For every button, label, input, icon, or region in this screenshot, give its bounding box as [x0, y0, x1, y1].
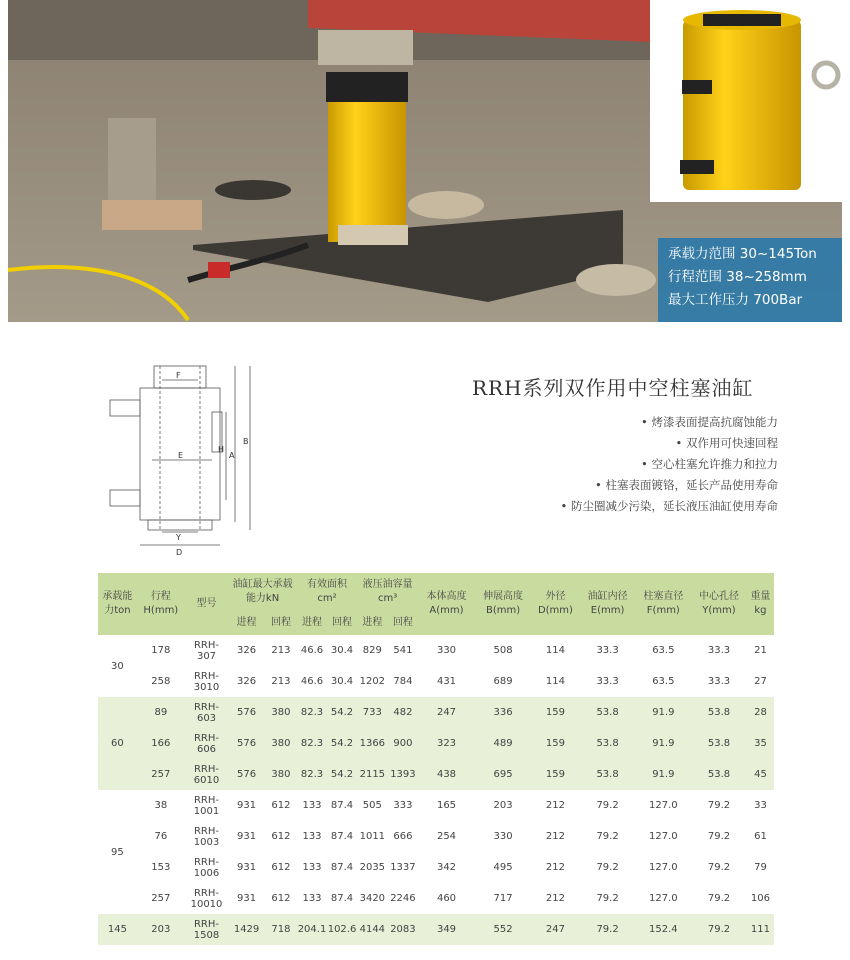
table-cell: 33.3: [707, 676, 731, 687]
table-cell: 336: [475, 697, 532, 728]
table-cell: 63.5: [652, 676, 675, 687]
table-cell: 349: [418, 914, 475, 945]
table-cell: 380: [265, 697, 297, 728]
sub-advance: 进程: [357, 611, 388, 635]
capacity-cell: 95: [111, 846, 124, 858]
feature-item: • 防尘圈减少污染，延长液压油缸使用寿命: [561, 496, 778, 517]
table-cell: 82.3: [297, 759, 327, 790]
table-cell: 82.3: [297, 697, 327, 728]
spec-table-body: [98, 635, 774, 945]
table-cell: 35: [747, 728, 774, 759]
table-cell: 1337: [390, 862, 416, 873]
table-cell: 106: [750, 893, 770, 904]
table-cell: 159: [531, 728, 579, 759]
spec-capacity-range: 承载力范围 30~145Ton: [668, 246, 817, 262]
table-cell: 87.4: [330, 800, 354, 811]
capacity-cell: 145: [98, 914, 137, 945]
table-cell: 212: [545, 800, 565, 811]
table-cell: 79.2: [596, 893, 619, 904]
table-cell: 38: [154, 800, 168, 811]
label-e: E: [178, 451, 184, 460]
table-cell: 53.8: [580, 697, 636, 728]
table-cell: 1366: [357, 728, 388, 759]
table-cell: 127.0: [649, 893, 678, 904]
table-cell: 87.4: [330, 831, 354, 842]
table-cell: 829: [362, 645, 382, 656]
table-cell: 689: [493, 676, 513, 687]
table-cell: 63.5: [652, 645, 675, 656]
col-outer: 外径D(mm): [531, 573, 579, 635]
table-cell: RRH-1001: [193, 794, 220, 817]
table-cell: 482: [388, 697, 419, 728]
table-cell: 79.2: [707, 800, 731, 811]
table-cell: 552: [475, 914, 532, 945]
table-cell: 33.3: [707, 645, 731, 656]
table-cell: 91.9: [636, 759, 691, 790]
table-cell: 326: [237, 645, 257, 656]
table-cell: 257: [137, 759, 185, 790]
table-cell: 79.2: [596, 800, 619, 811]
sub-retract: 回程: [388, 611, 419, 635]
table-cell: 380: [265, 759, 297, 790]
table-cell: RRH-307: [193, 639, 220, 662]
table-cell: 159: [531, 759, 579, 790]
col-max-force: 油缸最大承载能力kN: [228, 573, 297, 611]
col-capacity: 承载能力ton: [98, 573, 137, 635]
table-cell: 213: [271, 676, 291, 687]
table-row: [98, 635, 774, 666]
table-cell: 61: [754, 831, 767, 842]
table-cell: 133: [302, 831, 322, 842]
table-cell: 330: [436, 645, 457, 656]
table-cell: 89: [137, 697, 185, 728]
table-cell: 79.2: [707, 862, 731, 873]
table-cell: 76: [154, 831, 168, 842]
feature-item: • 空心柱塞允许推力和拉力: [561, 454, 778, 475]
table-cell: 114: [545, 676, 565, 687]
sub-retract: 回程: [265, 611, 297, 635]
table-cell: 931: [237, 862, 257, 873]
table-row: [98, 666, 774, 697]
col-oil: 液压油容量cm³: [357, 573, 418, 611]
table-cell: 82.3: [297, 728, 327, 759]
table-cell: 495: [493, 862, 513, 873]
feature-item: • 双作用可快速回程: [561, 433, 778, 454]
spec-table: [98, 573, 774, 945]
table-cell: 438: [418, 759, 475, 790]
table-cell: 30.4: [330, 676, 354, 687]
table-cell: 784: [393, 676, 413, 687]
table-cell: 1429: [228, 914, 265, 945]
table-cell: 87.4: [330, 862, 354, 873]
table-cell: 342: [436, 862, 457, 873]
table-cell: 576: [228, 728, 265, 759]
table-cell: 505: [362, 800, 382, 811]
label-d: D: [176, 548, 183, 557]
col-height: 本体高度A(mm): [418, 573, 475, 635]
feature-item: • 烤漆表面提高抗腐蚀能力: [561, 412, 778, 433]
sub-advance: 进程: [228, 611, 265, 635]
table-cell: 28: [747, 697, 774, 728]
table-cell: 203: [137, 914, 185, 945]
table-cell: 133: [302, 893, 322, 904]
table-cell: 133: [302, 862, 322, 873]
table-cell: 612: [271, 893, 291, 904]
table-cell: 33: [754, 800, 767, 811]
label-y: Y: [176, 533, 181, 542]
col-stroke: 行程H(mm): [137, 573, 185, 635]
table-cell: RRH-3010: [193, 670, 220, 693]
col-extended: 伸展高度B(mm): [475, 573, 532, 635]
table-cell: 695: [475, 759, 532, 790]
table-cell: 576: [228, 697, 265, 728]
table-cell: 54.2: [327, 759, 357, 790]
table-cell: 213: [271, 645, 291, 656]
table-cell: 733: [357, 697, 388, 728]
spec-stroke-range: 行程范围 38~258mm: [668, 269, 807, 285]
table-cell: 247: [531, 914, 579, 945]
table-cell: 53.8: [691, 728, 747, 759]
table-cell: 33.3: [596, 645, 619, 656]
table-cell: 178: [151, 645, 171, 656]
table-cell: 1202: [359, 676, 386, 687]
label-h: H: [218, 445, 225, 454]
table-cell: 931: [237, 893, 257, 904]
table-cell: 333: [393, 800, 413, 811]
col-weight: 重量kg: [747, 573, 774, 635]
table-cell: 79.2: [691, 914, 747, 945]
table-cell: 91.9: [636, 697, 691, 728]
table-cell: 431: [436, 676, 457, 687]
table-row: [98, 914, 774, 945]
table-cell: 33.3: [596, 676, 619, 687]
table-cell: 204.1: [297, 914, 327, 945]
table-cell: RRH-606: [185, 728, 228, 759]
table-cell: 46.6: [300, 676, 324, 687]
page-title: RRH系列双作用中空柱塞油缸: [472, 376, 754, 400]
label-b: B: [243, 437, 249, 446]
table-cell: 114: [545, 645, 565, 656]
capacity-cell: 30: [111, 660, 124, 672]
table-cell: 53.8: [580, 759, 636, 790]
table-cell: 326: [237, 676, 257, 687]
table-cell: 212: [545, 831, 565, 842]
table-cell: 612: [271, 831, 291, 842]
col-area: 有效面积cm²: [297, 573, 357, 611]
table-cell: 102.6: [327, 914, 357, 945]
table-cell: 666: [393, 831, 413, 842]
table-cell: 4144: [357, 914, 388, 945]
table-cell: 79.2: [596, 831, 619, 842]
table-cell: 46.6: [300, 645, 324, 656]
label-f: F: [176, 371, 181, 380]
table-cell: 3420: [359, 893, 386, 904]
table-cell: 79.2: [580, 914, 636, 945]
feature-list: [561, 412, 778, 517]
table-cell: 508: [493, 645, 513, 656]
table-cell: 2083: [388, 914, 419, 945]
table-cell: 152.4: [636, 914, 691, 945]
table-cell: 323: [418, 728, 475, 759]
table-cell: RRH-10010: [190, 887, 223, 910]
table-cell: 53.8: [691, 697, 747, 728]
table-cell: 254: [436, 831, 457, 842]
table-cell: 127.0: [649, 831, 678, 842]
table-cell: 203: [493, 800, 513, 811]
table-cell: 53.8: [691, 759, 747, 790]
table-cell: 54.2: [327, 728, 357, 759]
col-center: 中心孔径Y(mm): [691, 573, 747, 635]
table-cell: 27: [754, 676, 767, 687]
table-cell: 45: [747, 759, 774, 790]
table-cell: 127.0: [649, 862, 678, 873]
table-cell: 87.4: [330, 893, 354, 904]
col-model: 型号: [185, 573, 228, 635]
table-cell: 21: [754, 645, 767, 656]
table-cell: 1393: [388, 759, 419, 790]
table-row: [98, 883, 774, 914]
sub-retract: 回程: [327, 611, 357, 635]
table-cell: RRH-1003: [193, 825, 220, 848]
table-row: [98, 728, 774, 759]
label-a: A: [229, 451, 235, 460]
table-cell: RRH-6010: [185, 759, 228, 790]
table-cell: 612: [271, 862, 291, 873]
table-cell: 489: [475, 728, 532, 759]
spec-summary-box: [658, 238, 842, 322]
table-row: [98, 852, 774, 883]
table-cell: 247: [418, 697, 475, 728]
table-cell: 159: [531, 697, 579, 728]
table-cell: 718: [265, 914, 297, 945]
table-cell: 54.2: [327, 697, 357, 728]
table-cell: 53.8: [580, 728, 636, 759]
table-cell: 257: [151, 893, 171, 904]
table-cell: 541: [393, 645, 413, 656]
table-cell: 212: [545, 862, 565, 873]
table-cell: 931: [237, 831, 257, 842]
table-cell: 380: [265, 728, 297, 759]
dimension-drawing: [100, 360, 260, 560]
table-cell: 91.9: [636, 728, 691, 759]
table-cell: 127.0: [649, 800, 678, 811]
table-cell: 1011: [359, 831, 386, 842]
table-row: [98, 697, 774, 728]
col-bore: 油缸内径E(mm): [580, 573, 636, 635]
table-cell: 576: [228, 759, 265, 790]
table-cell: 166: [137, 728, 185, 759]
table-cell: 258: [151, 676, 171, 687]
table-cell: 153: [151, 862, 171, 873]
table-cell: 30.4: [330, 645, 354, 656]
table-cell: 2035: [359, 862, 386, 873]
table-cell: 900: [388, 728, 419, 759]
table-row: [98, 759, 774, 790]
sub-advance: 进程: [297, 611, 327, 635]
table-cell: RRH-1508: [185, 914, 228, 945]
table-cell: 79.2: [596, 862, 619, 873]
table-cell: 212: [545, 893, 565, 904]
table-cell: RRH-1006: [193, 856, 220, 879]
table-cell: 717: [493, 893, 513, 904]
table-row: [98, 790, 774, 821]
table-cell: 460: [436, 893, 457, 904]
feature-item: • 柱塞表面镀铬，延长产品使用寿命: [561, 475, 778, 496]
table-cell: 79: [754, 862, 767, 873]
table-cell: 2246: [390, 893, 416, 904]
table-cell: 111: [747, 914, 774, 945]
table-cell: 133: [302, 800, 322, 811]
table-cell: 165: [436, 800, 457, 811]
table-cell: 79.2: [707, 893, 731, 904]
table-cell: 612: [271, 800, 291, 811]
capacity-cell: 60: [98, 697, 137, 790]
table-cell: 2115: [357, 759, 388, 790]
table-cell: RRH-603: [185, 697, 228, 728]
col-plunger: 柱塞直径F(mm): [636, 573, 691, 635]
table-cell: 330: [493, 831, 513, 842]
table-row: [98, 821, 774, 852]
table-cell: 931: [237, 800, 257, 811]
table-cell: 79.2: [707, 831, 731, 842]
spec-max-pressure: 最大工作压力 700Bar: [668, 292, 803, 308]
